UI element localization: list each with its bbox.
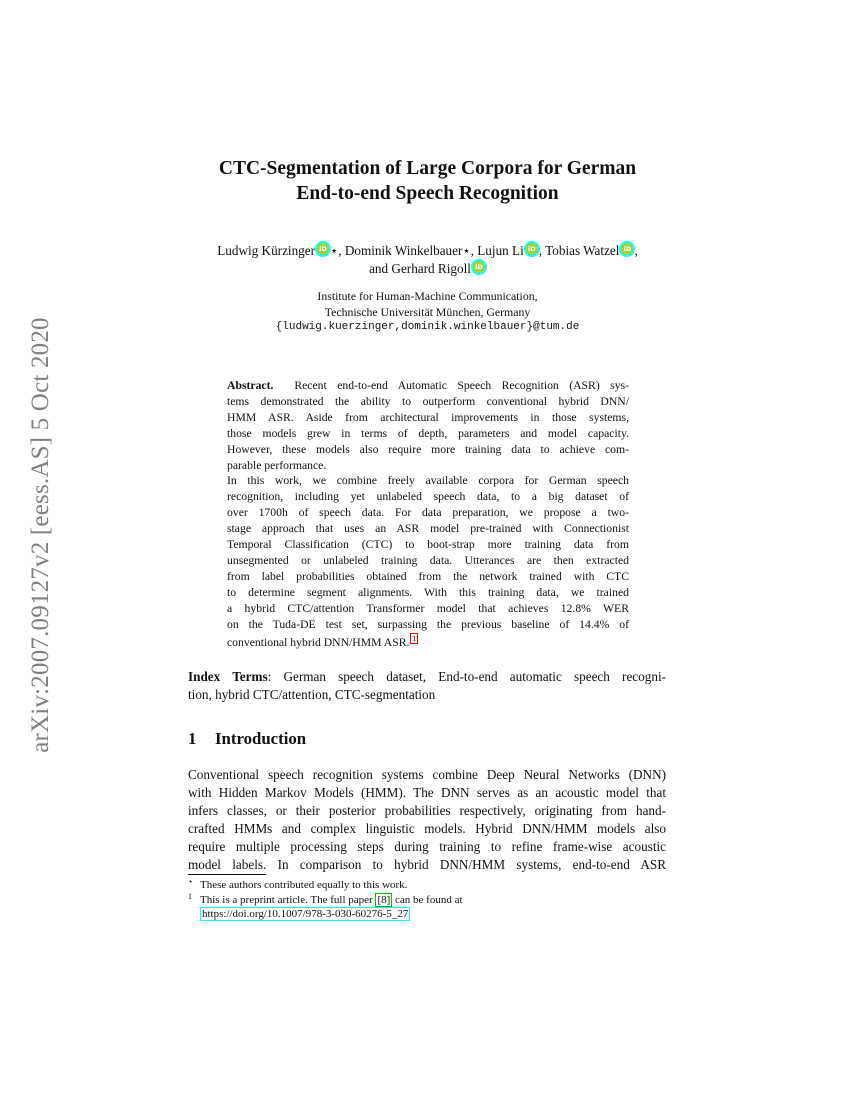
- abstract: [227, 378, 629, 650]
- abstract-line: unsegmented or unlabeled training data. Utterances are then extracted: [227, 553, 629, 567]
- orcid-icon[interactable]: [525, 242, 539, 256]
- section-title: Introduction: [215, 729, 307, 748]
- body-line: model labels. In comparison to hybrid DNN/HMM systems, end-to-end ASR: [188, 856, 666, 872]
- body-line: Conventional speech recognition systems combine Deep Neural Networks (DNN): [188, 767, 666, 782]
- footnote-mark: 1: [188, 891, 192, 901]
- author-line-1: Ludwig KürzingeriD ⋆, Dominik Winkelbauer⋆, Lujun LiiD , Tobias WatzeliD ,: [150, 242, 705, 260]
- author-list: [150, 242, 705, 278]
- body-line: with Hidden Markov Models (HMM). The DNN serves as an acoustic model that: [188, 784, 666, 800]
- index-terms-line: Index Terms: German speech dataset, End-to-end automatic speech recogni-: [188, 669, 666, 684]
- arxiv-stamp-text: arXiv:2007.09127v2 [eess.AS] 5 Oct 2020: [27, 317, 54, 753]
- section-heading: [188, 728, 306, 750]
- body-line: infers classes, or their posterior probabilities respectively, originating from hand-: [188, 802, 666, 818]
- body-text: [188, 766, 666, 873]
- paper-title: [150, 156, 705, 206]
- title-line-1: CTC-Segmentation of Large Corpora for German: [218, 158, 637, 179]
- abstract-line: from label probabilities obtained from the network trained with CTC: [227, 569, 629, 583]
- orcid-icon[interactable]: [316, 242, 330, 256]
- abstract-line: However, these models also require more training data to achieve com-: [227, 442, 629, 456]
- abstract-line: stage approach that uses an ASR model pre-trained with Connectionist: [227, 522, 629, 536]
- abstract-line: a hybrid CTC/attention Transformer model that achieves 12.8% WER: [227, 601, 629, 615]
- footnote-divider: [188, 874, 266, 875]
- index-terms-line: tion, hybrid CTC/attention, CTC-segmentation: [188, 687, 436, 702]
- footnote-2: 1 This is a preprint article. The full paper [8] can be found at: [188, 891, 463, 906]
- abstract-line: on the Tuda-DE test set, surpassing the previous baseline of 14.4% of: [227, 617, 629, 631]
- orcid-icon[interactable]: [472, 260, 486, 274]
- abstract-line: In this work, we combine freely available corpora for German speech: [227, 474, 629, 488]
- arxiv-stamp: [14, 290, 68, 780]
- footnotes: [188, 878, 666, 922]
- author-name: Ludwig Kürzinger: [217, 243, 316, 258]
- author-name: Tobias Watzel: [545, 243, 620, 258]
- citation-link[interactable]: [8]: [377, 893, 391, 906]
- orcid-icon[interactable]: [620, 242, 634, 256]
- index-terms: [188, 668, 666, 704]
- abstract-line: over 1700h of speech data. For data preparation, we propose a two-: [227, 506, 629, 520]
- index-terms-label: Index Terms: [188, 669, 268, 684]
- abstract-line: tems demonstrated the ability to outperform conventional hybrid DNN/: [227, 394, 629, 408]
- affiliation: [150, 289, 705, 336]
- abstract-label: Abstract.: [227, 379, 274, 392]
- body-line: require multiple processing steps during training to refine frame-wise acoustic: [188, 838, 666, 854]
- equal-contribution-mark: ⋆: [330, 243, 339, 258]
- body-line: crafted HMMs and complex linguistic models. Hybrid DNN/HMM models also: [188, 820, 666, 836]
- author-email: {ludwig.kuerzinger,dominik.winkelbauer}@tum.de: [275, 321, 580, 333]
- author-name: Dominik Winkelbauer⋆,: [344, 243, 478, 258]
- footnote-ref-link[interactable]: 1: [412, 633, 417, 643]
- author-name: Lujun Li: [477, 243, 524, 258]
- abstract-line: those models grew in terms of depth, parameters and model capacity.: [227, 426, 629, 440]
- author-name: Gerhard Rigoll: [391, 261, 471, 276]
- affiliation-line-2: Technische Universität München, Germany: [324, 304, 531, 319]
- footnote-2-url-line: [188, 907, 666, 922]
- author-line-2: and Gerhard RigolliD: [150, 260, 705, 278]
- abstract-line: to determine segment alignments. With this training data, we trained: [227, 585, 629, 599]
- doi-link[interactable]: https://doi.org/10.1007/978-3-030-60276-5_27: [202, 908, 409, 921]
- abstract-line: Abstract. Recent end-to-end Automatic Speech Recognition (ASR) sys-: [227, 379, 630, 392]
- footnote-mark: ⋆: [188, 877, 194, 886]
- title-line-2: End-to-end Speech Recognition: [296, 183, 559, 204]
- affiliation-line-1: Institute for Human-Machine Communication,: [317, 289, 538, 303]
- abstract-line: HMM ASR. Aside from architectural improvements in those systems,: [227, 410, 629, 424]
- section-number: 1: [188, 729, 197, 748]
- abstract-line: Temporal Classification (CTC) to boot-strap more training data from: [227, 538, 629, 552]
- abstract-line: recognition, including yet unlabeled speech data, to a big dataset of: [227, 490, 629, 504]
- abstract-line: conventional hybrid DNN/HMM ASR. 1: [227, 633, 417, 649]
- abstract-line: parable performance.: [227, 458, 327, 472]
- footnote-1: ⋆ These authors contributed equally to this work.: [188, 877, 408, 891]
